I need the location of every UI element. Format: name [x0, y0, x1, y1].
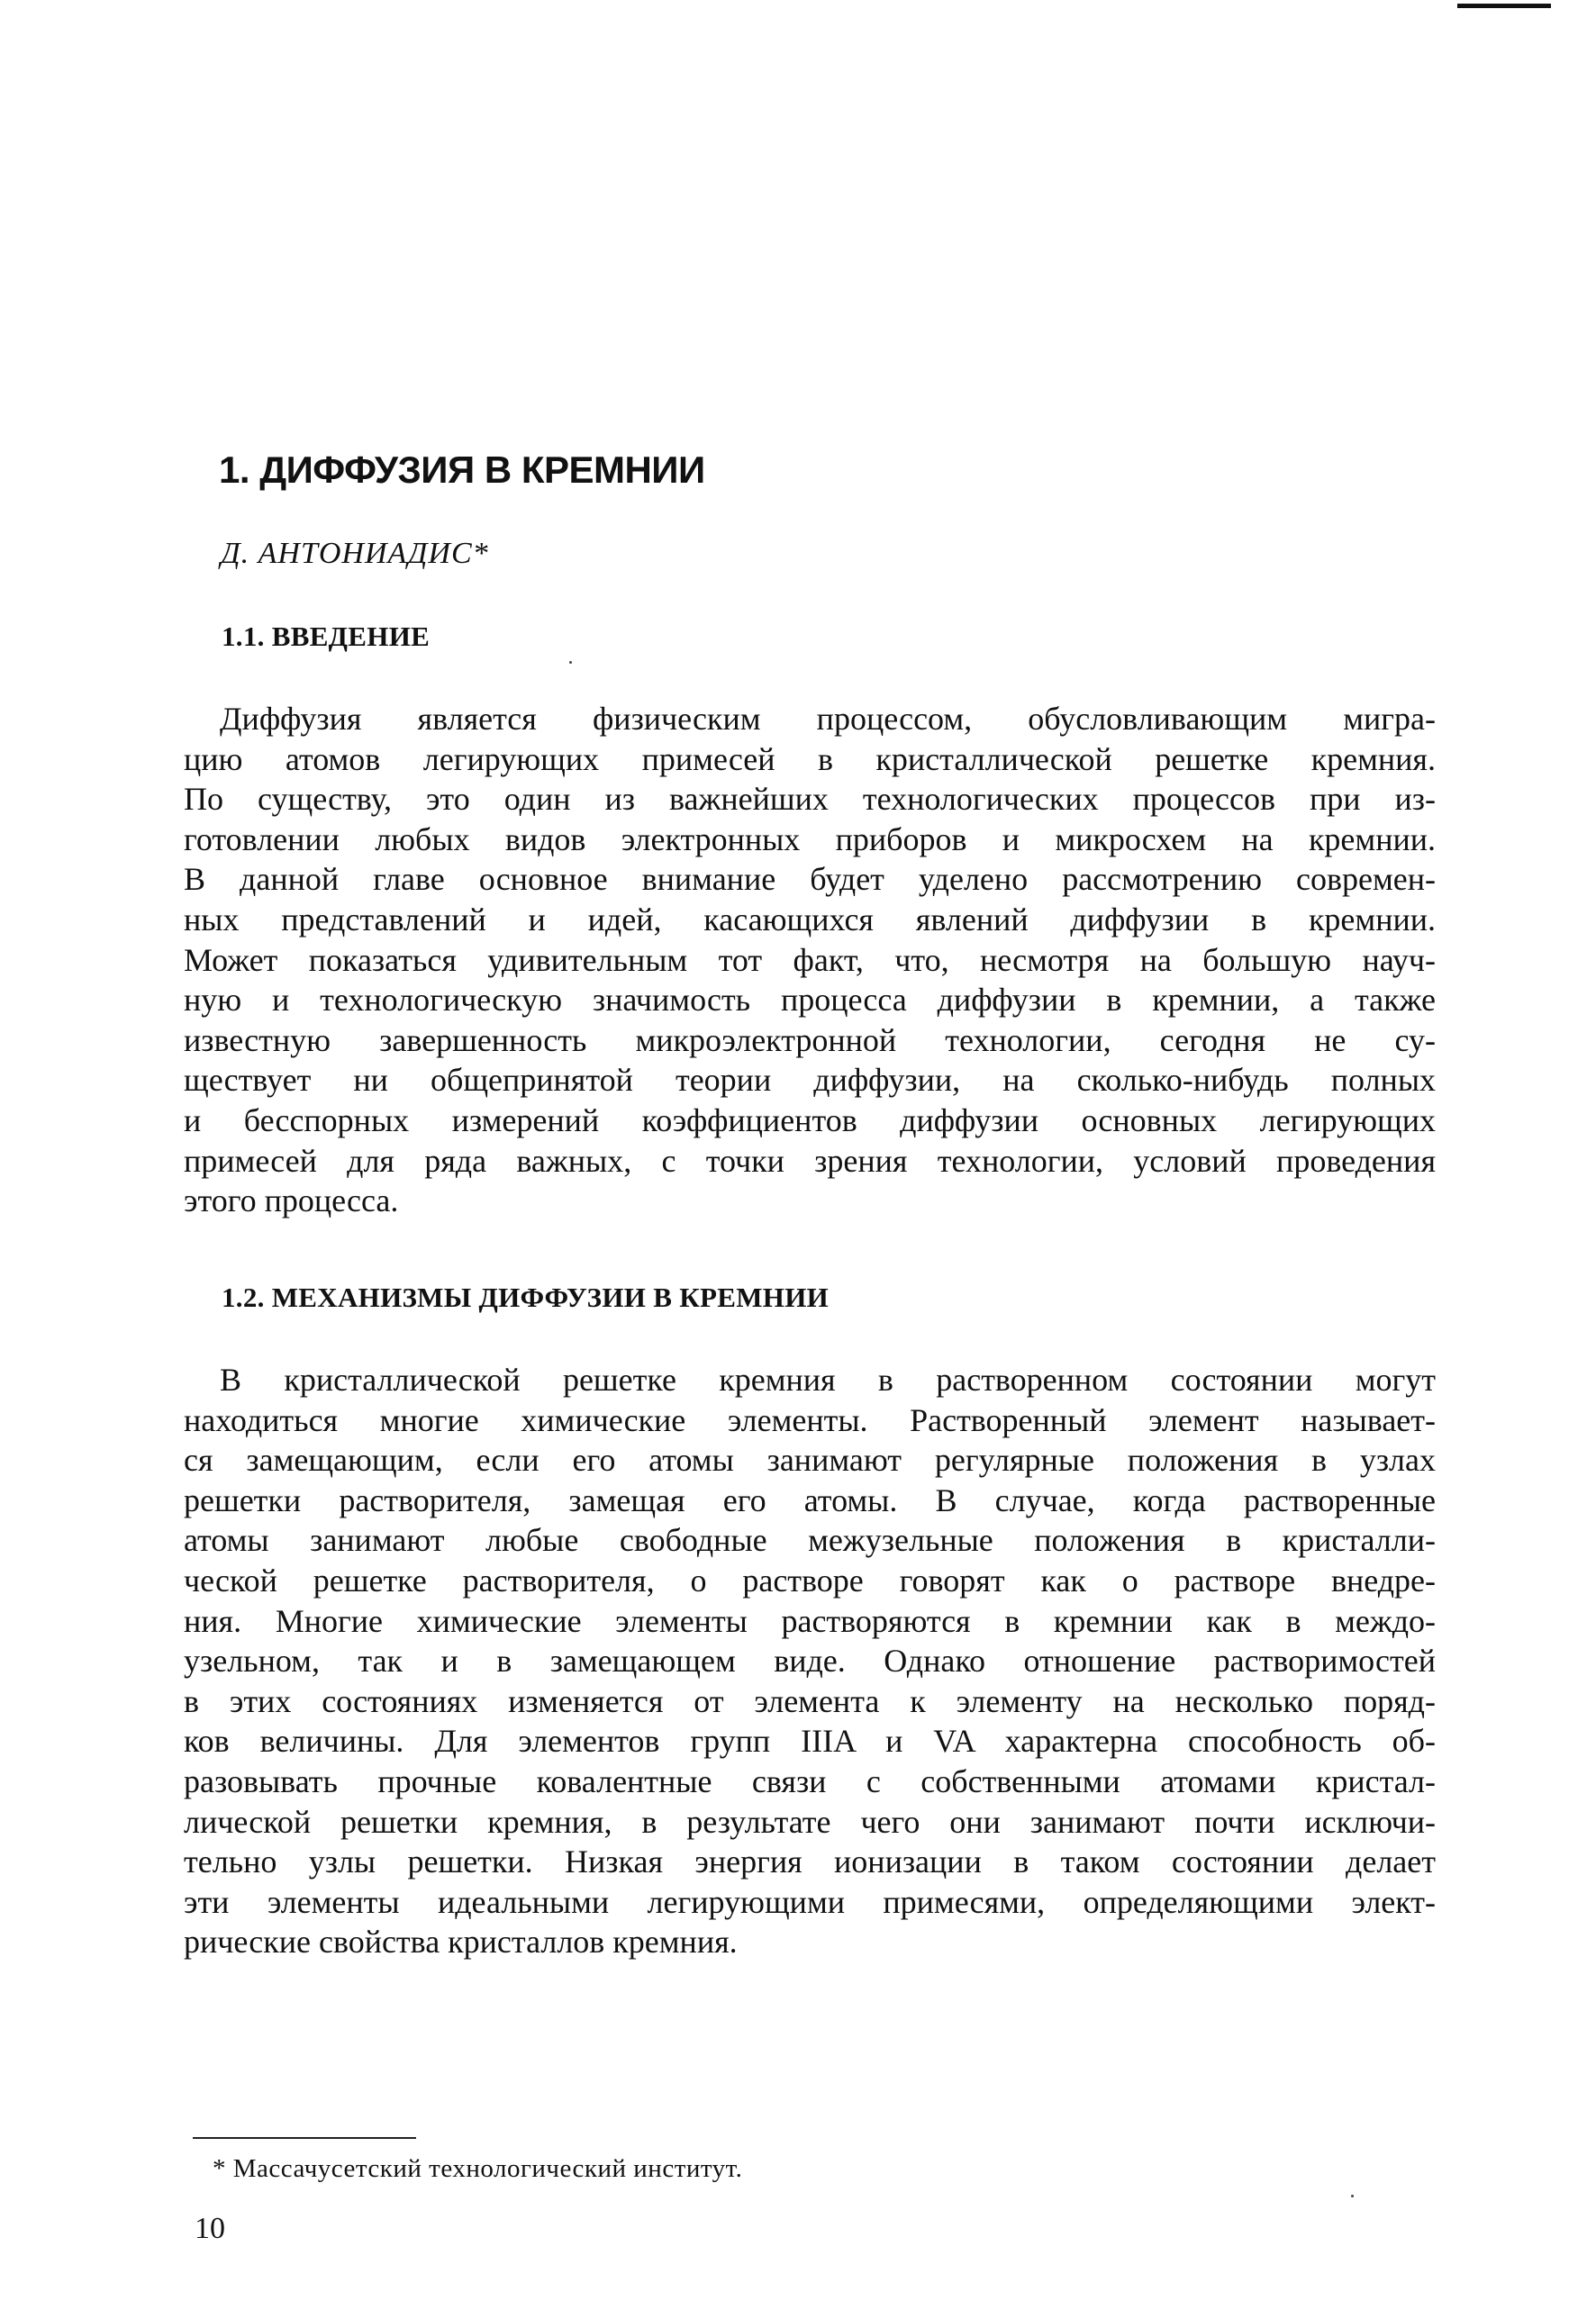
- text-line: цию атомов легирующих примесей в кристаллической решетке кремния.: [184, 740, 1436, 777]
- text-line: В кристаллической решетке кремния в растворенном состоянии могут: [220, 1362, 1436, 1398]
- paragraph-introduction: [184, 699, 1436, 1221]
- text-line: По существу, это один из важнейших технологических процессов при из-: [184, 781, 1436, 818]
- text-line: известную завершенность микроэлектронной технологии, сегодня не су-: [184, 1021, 1436, 1058]
- text-line: Может показаться удивительным тот факт, что, несмотря на большую науч-: [184, 941, 1436, 978]
- text-line: ческой решетке растворителя, о растворе говорят как о растворе внедре-: [184, 1562, 1436, 1599]
- text-line: рические свойства кристаллов кремния.: [184, 1924, 738, 1961]
- scan-speck: [569, 661, 572, 664]
- text-line: Диффузия является физическим процессом, обусловливающим мигра-: [220, 701, 1436, 737]
- text-line: находиться многие химические элементы. Растворенный элемент называет-: [184, 1401, 1436, 1438]
- footnote: * Массачусетский технологический институт.: [213, 2154, 743, 2183]
- text-line: в этих состояниях изменяется от элемента к элементу на несколько поряд-: [184, 1682, 1436, 1719]
- text-line: ся замещающим, если его атомы занимают регулярные положения в узлах: [184, 1442, 1436, 1479]
- text-line: ков величины. Для элементов групп IIIA и VA характерна способность об-: [184, 1723, 1436, 1760]
- text-line: этого процесса.: [184, 1182, 399, 1219]
- text-line: ния. Многие химические элементы растворяются в кремнии как в междо-: [184, 1602, 1436, 1639]
- text-line: и бесспорных измерений коэффициентов диффузии основных легирующих: [184, 1101, 1436, 1138]
- author-name: Д. АНТОНИАДИС*: [221, 537, 489, 570]
- text-line: готовлении любых видов электронных приборов и микросхем на кремнии.: [184, 820, 1436, 857]
- text-line: тельно узлы решетки. Низкая энергия ионизации в таком состоянии делает: [184, 1843, 1436, 1880]
- page-edge-mark: [1457, 4, 1551, 8]
- text-line: эти элементы идеальными легирующими примесями, определяющими элект-: [184, 1883, 1436, 1920]
- section-heading-mechanisms: 1.2. МЕХАНИЗМЫ ДИФФУЗИИ В КРЕМНИИ: [222, 1282, 830, 1313]
- footnote-divider: [193, 2137, 416, 2139]
- text-line: разовывать прочные ковалентные связи с собственными атомами кристал-: [184, 1762, 1436, 1799]
- text-line: примесей для ряда важных, с точки зрения технологии, условий проведения: [184, 1142, 1436, 1179]
- text-line: решетки растворителя, замещая его атомы. В случае, когда растворенные: [184, 1481, 1436, 1518]
- scan-speck: [1351, 2195, 1354, 2197]
- text-line: лической решетки кремния, в результате чего они занимают почти исключи-: [184, 1803, 1436, 1840]
- text-line: ществует ни общепринятой теории диффузии, на сколько-нибудь полных: [184, 1062, 1436, 1099]
- paragraph-mechanisms: [184, 1360, 1436, 1962]
- text-line: ную и технологическую значимость процесса диффузии в кремнии, а также: [184, 982, 1436, 1019]
- chapter-title: 1. ДИФФУЗИЯ В КРЕМНИИ: [219, 448, 705, 491]
- text-line: узельном, так и в замещающем виде. Однако отношение растворимостей: [184, 1643, 1436, 1680]
- text-line: ных представлений и идей, касающихся явлений диффузии в кремнии.: [184, 901, 1436, 938]
- text-line: В данной главе основное внимание будет уделено рассмотрению современ-: [184, 861, 1436, 898]
- page-number: 10: [195, 2212, 225, 2245]
- text-line: атомы занимают любые свободные межузельные положения в кристалли-: [184, 1522, 1436, 1559]
- section-heading-introduction: 1.1. ВВЕДЕНИЕ: [222, 621, 431, 652]
